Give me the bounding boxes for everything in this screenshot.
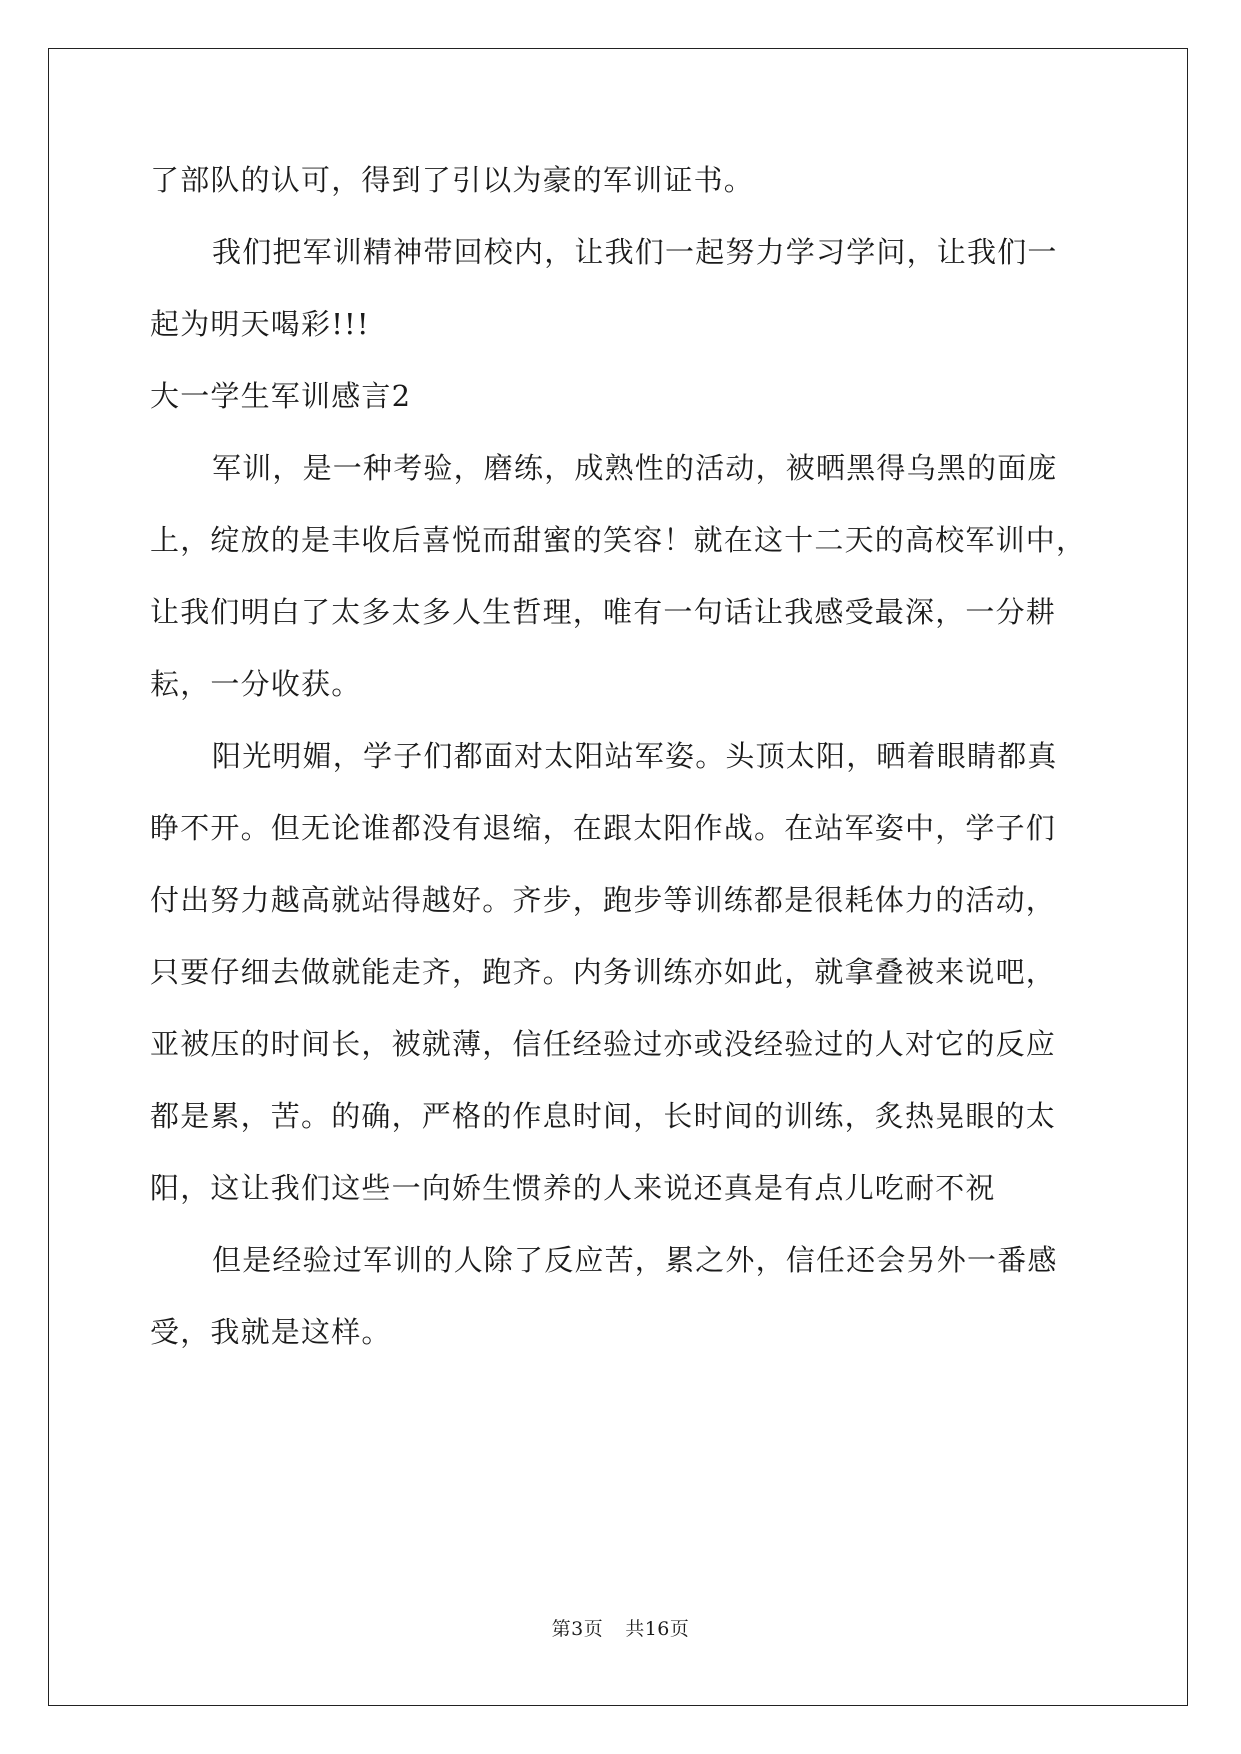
page-border (48, 48, 1188, 1706)
page-total: 共16页 (625, 1618, 690, 1640)
text-line: 都是累，苦。的确，严格的作息时间，长时间的训练，炙热晃眼的太 (150, 1099, 1057, 1133)
text-line: 阳光明媚，学子们都面对太阳站军姿。头顶太阳，晒着眼睛都真 (212, 739, 1058, 773)
text-line: 受，我就是这样。 (150, 1315, 392, 1349)
text-line: 睁不开。但无论谁都没有退缩，在跟太阳作战。在站军姿中，学子们 (150, 811, 1057, 845)
text-line: 了部队的认可，得到了引以为豪的军训证书。 (150, 163, 755, 197)
text-line: 让我们明白了太多太多人生哲理，唯有一句话让我感受最深，一分耕 (150, 595, 1057, 629)
text-line: 只要仔细去做就能走齐，跑齐。内务训练亦如此，就拿叠被来说吧， (150, 955, 1057, 989)
text-line: 军训，是一种考验，磨练，成熟性的活动，被晒黑得乌黑的面庞 (212, 451, 1058, 485)
page-number: 第3页 (551, 1618, 604, 1640)
section-heading: 大一学生军训感言2 (150, 379, 412, 413)
text-line: 亚被压的时间长，被就薄，信任经验过亦或没经验过的人对它的反应 (150, 1027, 1057, 1061)
text-line: 上，绽放的是丰收后喜悦而甜蜜的笑容！就在这十二天的高校军训中， (150, 523, 1087, 557)
text-line: 耘，一分收获。 (150, 667, 362, 701)
text-line: 但是经验过军训的人除了反应苦，累之外，信任还会另外一番感 (212, 1243, 1058, 1277)
page-footer (0, 1617, 1241, 1641)
text-line: 阳，这让我们这些一向娇生惯养的人来说还真是有点儿吃耐不祝 (150, 1171, 996, 1205)
text-line: 付出努力越高就站得越好。齐步，跑步等训练都是很耗体力的活动， (150, 883, 1057, 917)
text-line: 我们把军训精神带回校内，让我们一起努力学习学问，让我们一 (212, 235, 1058, 269)
text-line: 起为明天喝彩!!! (150, 307, 370, 341)
